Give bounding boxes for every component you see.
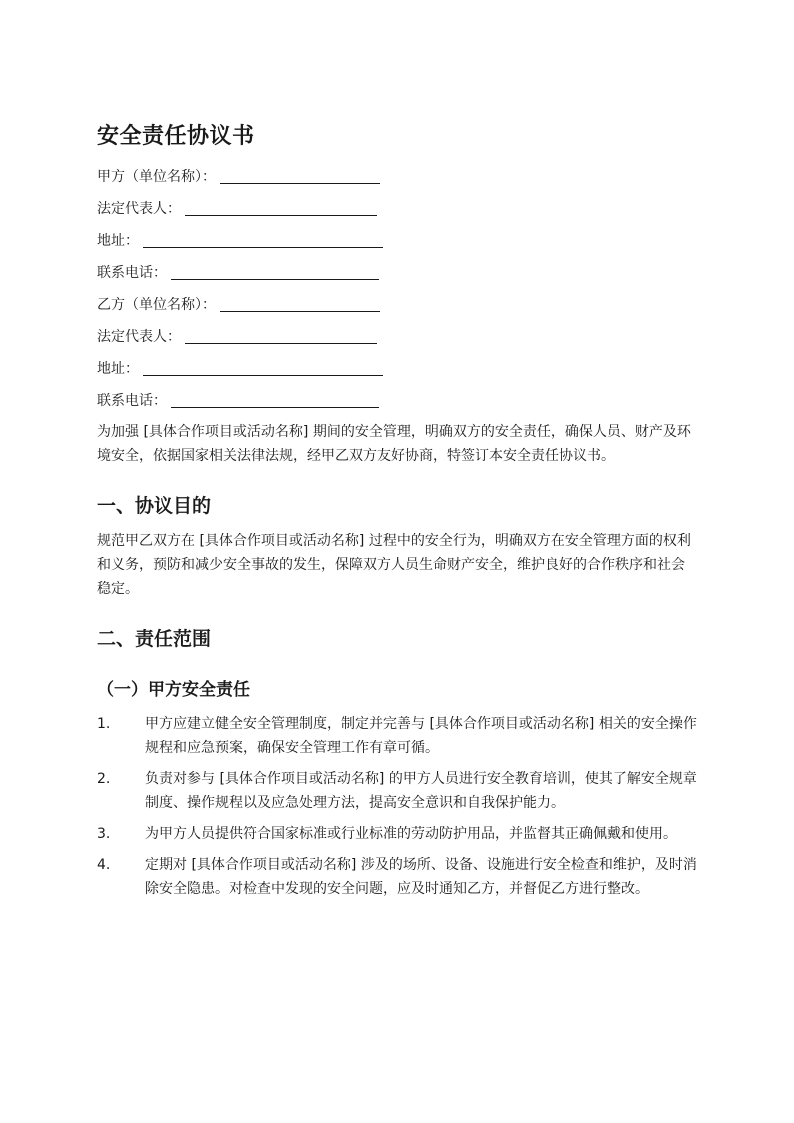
party-a-tel-label: 联系电话： [97, 265, 167, 281]
party-b-rep-field [97, 321, 697, 353]
party-b-name-label: 乙方（单位名称）： [97, 297, 216, 313]
party-a-tel-blank[interactable] [171, 265, 379, 280]
party-b-addr-field [97, 353, 697, 385]
list-item [97, 822, 697, 846]
party-a-name-label: 甲方（单位名称）： [97, 169, 216, 185]
party-a-addr-field [97, 225, 697, 257]
party-b-tel-blank[interactable] [171, 393, 379, 408]
party-a-duties-list [97, 712, 697, 901]
section-scope-heading: 二、责任范围 [97, 628, 212, 650]
list-item-text: 定期对 [具体合作项目或活动名称] 涉及的场所、设备、设施进行安全检查和维护，及时消除安全隐患。对检查中发现的安全问题，应及时通知乙方，并督促乙方进行整改。 [145, 857, 697, 897]
party-b-addr-label: 地址： [97, 361, 139, 377]
list-item-number: 2. [97, 771, 111, 787]
party-b-rep-blank[interactable] [185, 329, 377, 344]
list-item [97, 767, 697, 815]
party-b-tel-label: 联系电话： [97, 393, 167, 409]
party-a-addr-label: 地址： [97, 233, 139, 249]
list-item [97, 853, 697, 901]
list-item [97, 712, 697, 760]
list-item-number: 4. [97, 857, 111, 873]
list-item-number: 3. [97, 826, 111, 842]
party-a-name-blank[interactable] [220, 169, 380, 184]
party-a-rep-label: 法定代表人： [97, 201, 181, 217]
document-page [97, 119, 697, 908]
party-b-addr-blank[interactable] [143, 361, 383, 376]
party-a-addr-blank[interactable] [143, 233, 383, 248]
list-item-text: 为甲方人员提供符合国家标准或行业标准的劳动防护用品，并监督其正确佩戴和使用。 [145, 826, 677, 842]
intro-paragraph: 为加强 [具体合作项目或活动名称] 期间的安全管理，明确双方的安全责任，确保人员、财产及环境安全，依据国家相关法律法规，经甲乙双方友好协商，特签订本安全责任协议书。 [97, 424, 691, 464]
party-b-rep-label: 法定代表人： [97, 329, 181, 345]
list-item-text: 负责对参与 [具体合作项目或活动名称] 的甲方人员进行安全教育培训，使其了解安全规章制度、操作规程以及应急处理方法，提高安全意识和自我保护能力。 [145, 771, 697, 811]
party-b-name-field [97, 289, 697, 321]
section-purpose-heading: 一、协议目的 [97, 495, 212, 517]
list-item-number: 1. [97, 716, 111, 732]
party-a-rep-blank[interactable] [185, 201, 377, 216]
party-a-name-field [97, 161, 697, 193]
party-a-rep-field [97, 193, 697, 225]
party-a-duties-heading: （一）甲方安全责任 [97, 680, 250, 700]
party-a-tel-field [97, 257, 697, 289]
party-b-name-blank[interactable] [220, 297, 380, 312]
party-b-tel-field [97, 385, 697, 417]
section-purpose-body: 规范甲乙双方在 [具体合作项目或活动名称] 过程中的安全行为，明确双方在安全管理方面的权利和义务，预防和减少安全事故的发生，保障双方人员生命财产安全，维护良好的合作秩序和社会稳定。 [97, 533, 691, 597]
document-title: 安全责任协议书 [97, 124, 255, 149]
list-item-text: 甲方应建立健全安全管理制度，制定并完善与 [具体合作项目或活动名称] 相关的安全操作规程和应急预案，确保安全管理工作有章可循。 [145, 716, 697, 756]
